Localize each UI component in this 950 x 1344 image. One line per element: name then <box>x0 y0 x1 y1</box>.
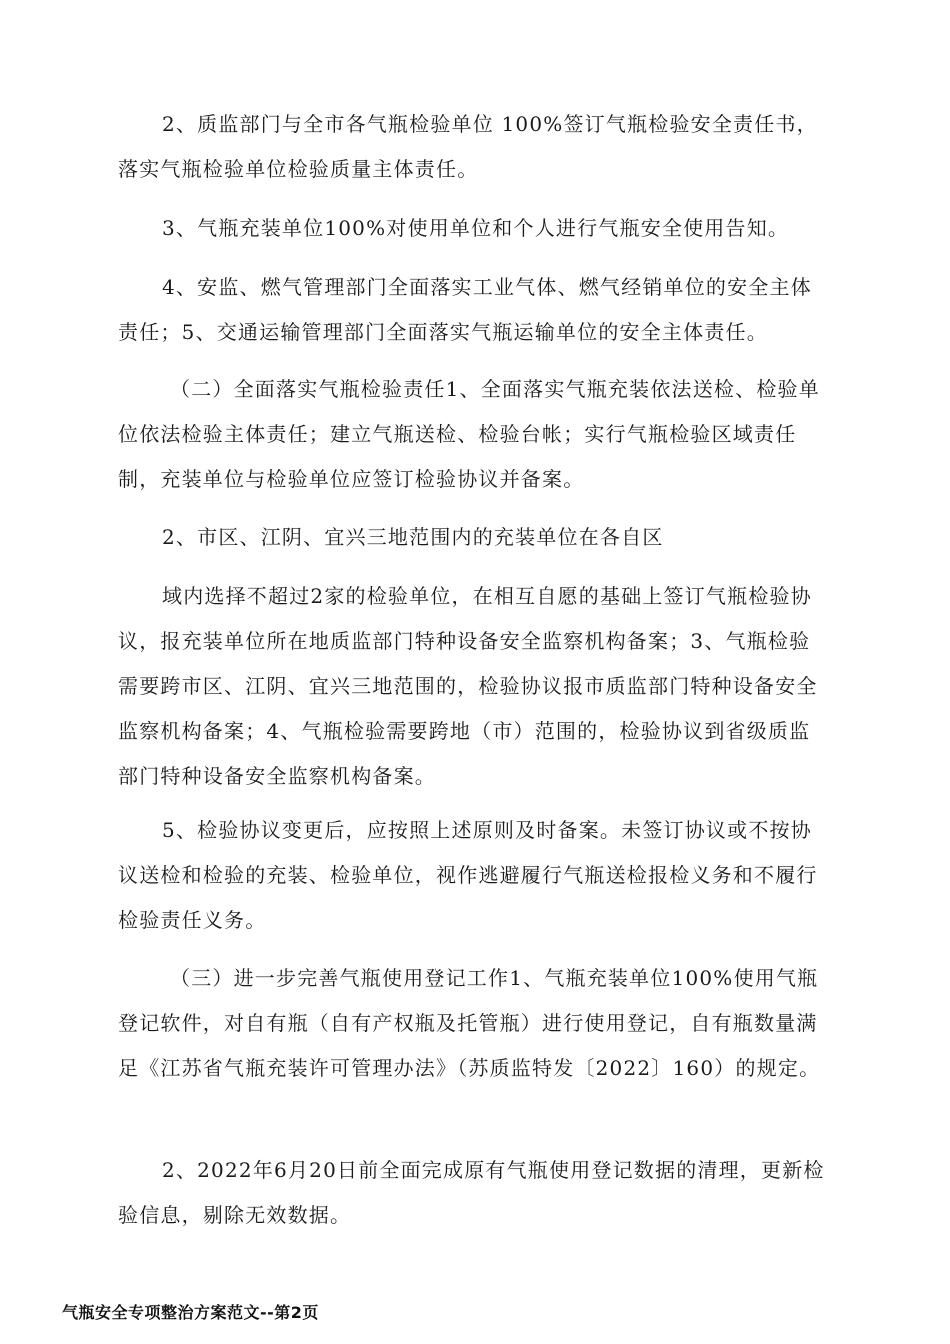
paragraph-section-two: （二）全面落实气瓶检验责任1、全面落实气瓶充装依法送检、检验单位依法检验主体责任；建立气瓶送检、检验台帐；实行气瓶检验区域责任制，充装单位与检验单位应签订检验协议并备案。 <box>118 377 820 491</box>
paragraph-safety-notice: 3、气瓶充装单位100%对使用单位和个人进行气瓶安全使用告知。 <box>162 216 790 240</box>
paragraph-filling-units: 2、市区、江阴、宜兴三地范围内的充装单位在各自区 <box>162 525 664 549</box>
paragraph-inspection-agreement: 域内选择不超过2家的检验单位，在相互自愿的基础上签订气瓶检验协议，报充装单位所在地质监部门特种设备安全监察机构备案；3、气瓶检验需要跨市区、江阴、宜兴三地范围的，检验协议报市质监部门特种设备安全监察机构备案；4、气瓶检验需要跨地（市）范围的，检验协议到省级质监部门特种设备安全监察机构备案。 <box>118 584 818 788</box>
paragraph-quality-responsibility: 2、质监部门与全市各气瓶检验单位 100%签订气瓶检验安全责任书，落实气瓶检验单位检验质量主体责任。 <box>118 112 818 181</box>
paragraph-agreement-change: 5、检验协议变更后，应按照上述原则及时备案。未签订协议或不按协议送检和检验的充装、检验单位，视作逃避履行气瓶送检报检义务和不履行检验责任义务。 <box>118 818 818 932</box>
paragraph-section-three: （三）进一步完善气瓶使用登记工作1、气瓶充装单位100%使用气瓶登记软件，对自有瓶（自有产权瓶及托管瓶）进行使用登记，自有瓶数量满足《江苏省气瓶充装许可管理办法》（苏质监特发〔2022〕160）的规定。 <box>118 966 821 1080</box>
page-footer: 气瓶安全专项整治方案范文--第2页 <box>62 1303 319 1322</box>
paragraph-data-cleanup: 2、2022年6月20日前全面完成原有气瓶使用登记数据的清理，更新检验信息，剔除无效数据。 <box>118 1158 825 1227</box>
paragraph-safety-supervision: 4、安监、燃气管理部门全面落实工业气体、燃气经销单位的安全主体责任；5、交通运输管理部门全面落实气瓶运输单位的安全主体责任。 <box>118 275 812 344</box>
